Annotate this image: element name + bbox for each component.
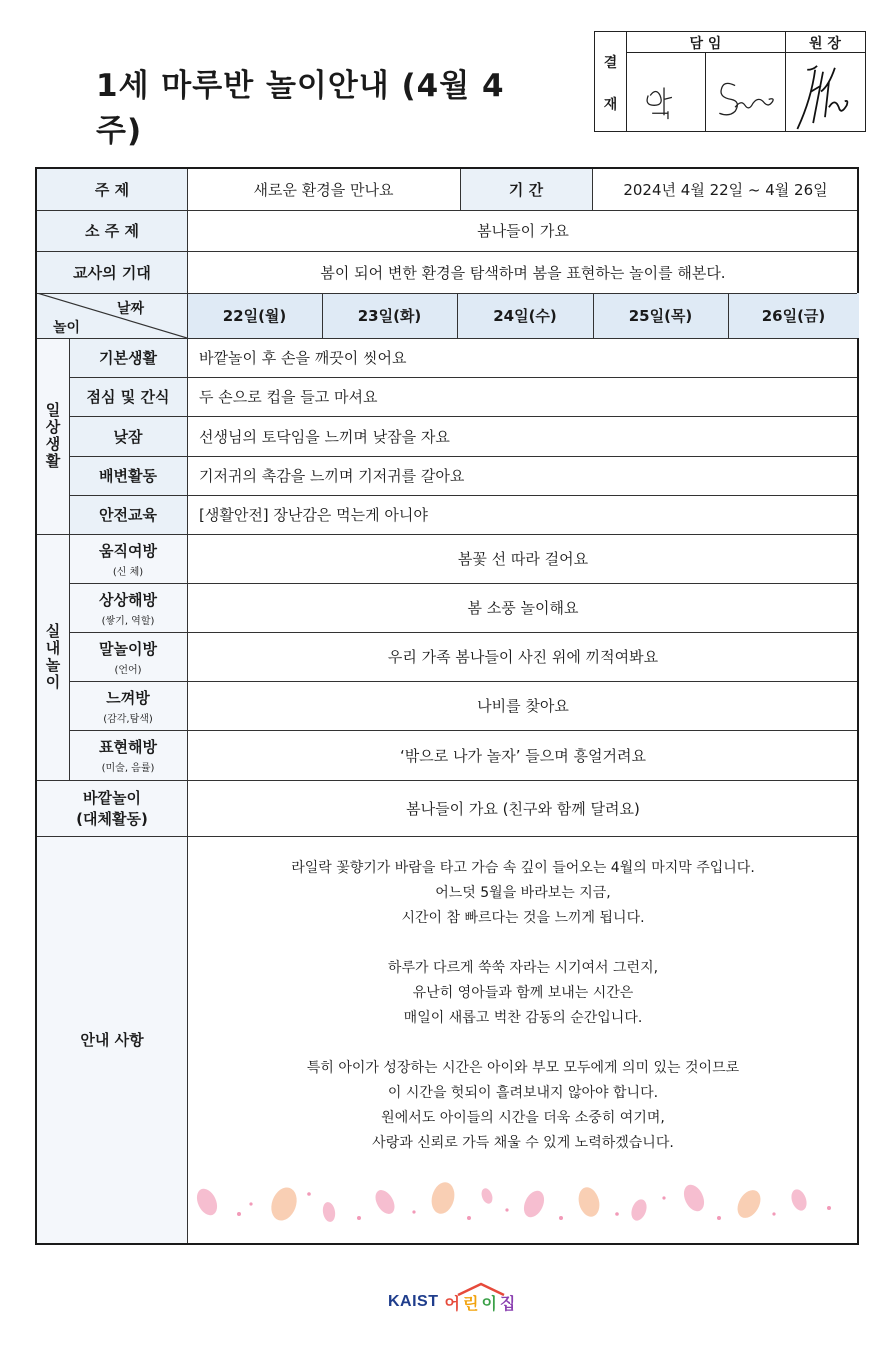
outdoor-value: 봄나들이 가요 (친구와 함께 달려요)	[406, 799, 640, 818]
notice-line: 유난히 영아들과 함께 보내는 시간은	[412, 985, 634, 1001]
grid-line	[728, 293, 729, 338]
daily-row-label: 안전교육	[69, 495, 187, 534]
indoor-row-title: 느껴방	[106, 688, 150, 707]
director-header: 원 장	[809, 36, 841, 52]
teacher-header: 담 임	[689, 36, 722, 52]
indoor-row-sub: (미술, 음률)	[101, 763, 155, 774]
day-header: 22일(월)	[187, 293, 322, 338]
indoor-row-label	[69, 632, 187, 681]
day-header: 23일(화)	[322, 293, 457, 338]
indoor-row-title: 상상해방	[99, 590, 157, 609]
expect-label: 교사의 기대	[37, 251, 187, 293]
grid-line	[187, 169, 188, 1243]
daily-row-value: [생활안전] 장난감은 먹는게 아니야	[199, 506, 428, 524]
indoor-row-sub: (신 체)	[112, 566, 144, 578]
approval-box	[594, 31, 866, 132]
day-header: 25일(목)	[593, 293, 728, 338]
approval-label-column	[595, 32, 627, 131]
logo-char: 이	[481, 1295, 497, 1313]
indoor-group-text: 실내놀이	[43, 623, 62, 691]
grid-line	[37, 338, 857, 339]
notice-line: 시간이 참 빠르다는 것을 느끼게 됩니다.	[401, 910, 645, 926]
notice-line: 라일락 꽃향기가 바람을 타고 가슴 속 깊이 들어오는 4월의 마지막 주입니다.	[291, 860, 755, 876]
subtheme-label: 소 주 제	[37, 210, 187, 251]
daily-row-value: 기저귀의 촉감을 느끼며 기저귀를 갈아요	[199, 467, 465, 485]
period-label: 기 간	[460, 169, 592, 210]
house-roof-icon	[456, 1282, 506, 1296]
indoor-row-label	[69, 730, 187, 780]
page-title: 1세 마루반 놀이안내 (4월 4주)	[96, 68, 505, 149]
notice-line: 원에서도 아이들의 시간을 더욱 소중히 여기며,	[381, 1110, 665, 1126]
daily-row-value: 두 손으로 컵을 들고 마셔요	[199, 388, 378, 406]
day-header: 26일(금)	[728, 293, 859, 338]
signature-teacher-1	[626, 52, 705, 131]
corner-play-label: 놀이	[53, 320, 81, 336]
indoor-row-value: 봄꽃 선 따라 걸어요	[457, 550, 589, 568]
daily-row-label: 낮잠	[69, 416, 187, 456]
signature-director	[785, 52, 865, 131]
notice-line: 하루가 다르게 쑥쑥 자라는 시기여서 그런지,	[387, 960, 659, 976]
indoor-group-label	[37, 534, 69, 780]
notice-line: 사랑과 신뢰로 가득 채울 수 있게 노력하겠습니다.	[372, 1135, 674, 1151]
approval-label-top: 결	[603, 55, 618, 71]
logo-char: 집	[499, 1295, 516, 1313]
indoor-row-value: 우리 가족 봄나들이 사진 위에 끼적여봐요	[387, 648, 659, 666]
corner-date-label: 날짜	[117, 301, 145, 317]
outdoor-label-line2: (대체활동)	[76, 810, 148, 828]
daily-group-label	[37, 338, 69, 534]
grid-line	[457, 293, 458, 338]
daily-row-value: 선생님의 토닥임을 느끼며 낮잠을 자요	[199, 427, 450, 446]
indoor-row-value: 봄 소풍 놀이해요	[467, 599, 579, 617]
indoor-row-label	[69, 534, 187, 583]
logo-kaist-text: KAIST	[388, 1293, 439, 1310]
notice-line: 특히 아이가 성장하는 시간은 아이와 부모 모두에게 의미 있는 것이므로	[306, 1060, 740, 1076]
grid-line	[37, 534, 857, 535]
expect-value: 봄이 되어 변한 환경을 탐색하며 봄을 표현하는 놀이를 해본다.	[320, 263, 726, 282]
daily-row-label: 기본생활	[69, 338, 187, 377]
indoor-row-label	[69, 681, 187, 730]
notice-line: 이 시간을 헛되이 흘려보내지 않아야 합니다.	[387, 1085, 659, 1101]
daily-row-value: 바깥놀이 후 손을 깨끗이 씻어요	[199, 349, 407, 367]
grid-line	[37, 210, 857, 211]
logo-house	[442, 1291, 516, 1314]
notice-text	[189, 856, 857, 1156]
indoor-row-label	[69, 583, 187, 632]
day-header: 24일(수)	[457, 293, 593, 338]
daily-group-text: 일상생활	[43, 402, 62, 470]
indoor-row-title: 말놀이방	[99, 639, 157, 658]
notice-line	[189, 931, 857, 956]
subtheme-value: 봄나들이 가요	[477, 222, 569, 240]
grid-line	[37, 251, 857, 252]
corner-cell	[37, 293, 187, 338]
indoor-row-title: 표현해방	[99, 738, 157, 756]
plan-table	[35, 167, 859, 1245]
grid-line	[322, 293, 323, 338]
signature-teacher-2	[705, 52, 785, 131]
grid-line	[37, 293, 857, 294]
approval-label-bottom: 재	[603, 97, 618, 113]
indoor-row-value: ‘밖으로 나가 놀자’ 들으며 흥얼거려요	[400, 746, 646, 765]
grid-line	[593, 293, 594, 338]
theme-value: 새로운 환경을 만나요	[253, 181, 394, 199]
daily-row-label: 점심 및 간식	[69, 377, 187, 416]
notice-line: 매일이 새롭고 벅찬 감동의 순간입니다.	[403, 1010, 643, 1026]
outdoor-label	[37, 780, 187, 836]
grid-line	[37, 836, 857, 837]
kindergarten-logo	[388, 1287, 515, 1317]
logo-char: 린	[462, 1295, 479, 1313]
grid-line	[460, 169, 461, 210]
indoor-row-value: 나비를 찾아요	[477, 697, 569, 715]
grid-line	[37, 780, 857, 781]
indoor-row-title: 움직여방	[99, 541, 157, 560]
notice-label: 안내 사항	[37, 836, 187, 1243]
outdoor-label-line1: 바깥놀이	[83, 789, 141, 807]
indoor-row-sub: (쌓기, 역할)	[101, 615, 155, 627]
notice-line: 어느덧 5월을 바라보는 지금,	[435, 885, 611, 901]
grid-line	[69, 338, 70, 780]
notice-line	[189, 1031, 857, 1056]
daily-row-label: 배변활동	[69, 456, 187, 495]
indoor-row-sub: (언어)	[114, 664, 142, 676]
logo-char: 어	[444, 1295, 460, 1313]
period-value: 2024년 4월 22일 ~ 4월 26일	[623, 181, 828, 199]
indoor-row-sub: (감각,탐색)	[103, 713, 153, 725]
petal-decoration	[189, 1174, 857, 1234]
theme-label: 주 제	[37, 169, 187, 210]
grid-line	[592, 169, 593, 210]
